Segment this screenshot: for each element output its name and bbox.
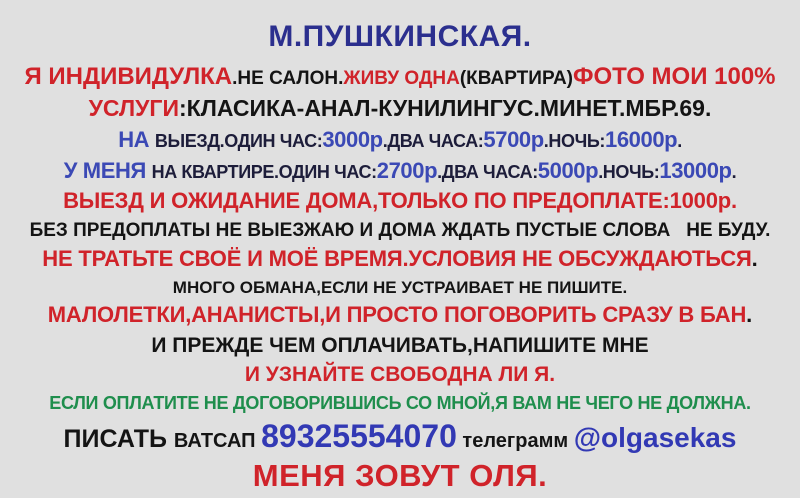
individual-text: Я ИНДИВИДУЛКА: [24, 62, 233, 90]
incall-price-two-hours: 5000р: [537, 157, 599, 183]
services-list: :КЛАСИКА-АНАЛ-КУНИЛИНГУС.МИНЕТ.МБР.69.: [179, 95, 712, 122]
outcall-label-two-hours: .ДВА ЧАСА:: [382, 131, 484, 152]
time-warning-line: [0, 247, 800, 272]
outcall-price-night: 16000р: [604, 127, 678, 153]
write-label: ПИСАТЬ: [63, 424, 174, 453]
ban-text: МАЛОЛЕТКИ,АНАНИСТЫ,И ПРОСТО ПОГОВОРИТЬ СРАЗУ В БАН: [47, 302, 747, 328]
ban-line: [0, 303, 800, 328]
ban-period: .: [746, 302, 753, 328]
phone-number: 89325554070: [261, 417, 457, 454]
outcall-lead: НА: [118, 127, 155, 153]
outcall-tail: .: [677, 131, 682, 152]
intro-line: [0, 64, 800, 91]
telegram-handle: @olgasekas: [573, 421, 737, 453]
time-warning-period: .: [751, 246, 758, 272]
incall-tail: .: [731, 161, 737, 182]
station-title: М.ПУШКИНСКАЯ.: [268, 20, 532, 53]
no-prepay-line: БЕЗ ПРЕДОПЛАТЫ НЕ ВЫЕЗЖАЮ И ДОМА ЖДАТЬ ПУСТЫЕ СЛОВА НЕ БУДУ.: [29, 220, 771, 242]
services-line: [0, 96, 800, 122]
incall-label-hour: НА КВАРТИРЕ.ОДИН ЧАС:: [151, 161, 377, 182]
prepay-line: ВЫЕЗД И ОЖИДАНИЕ ДОМА,ТОЛЬКО ПО ПРЕДОПЛАТЕ:1000р.: [63, 188, 737, 214]
outcall-prices-line: [0, 128, 800, 153]
time-warning-text: НЕ ТРАТЬТЕ СВОЁ И МОЁ ВРЕМЯ.УСЛОВИЯ НЕ ОБСУЖДАЮТЬСЯ: [42, 246, 752, 272]
live-alone-text: ЖИВУ ОДНА: [343, 67, 460, 89]
incall-label-two-hours: .ДВА ЧАСА:: [437, 161, 538, 182]
outcall-label-hour: ВЫЕЗД.ОДИН ЧАС:: [154, 131, 323, 152]
contact-line: [0, 419, 800, 455]
photos-text: ФОТО МОИ 100%: [573, 62, 776, 90]
outcall-label-night: .НОЧЬ:: [543, 131, 605, 152]
whatsapp-label: ВАТСАП: [173, 429, 262, 452]
outcall-price-hour: 3000р: [322, 127, 383, 153]
incall-label-night: .НОЧЬ:: [598, 161, 660, 182]
incall-price-night: 13000р: [659, 157, 732, 183]
telegram-label: телеграмм: [456, 429, 574, 452]
before-pay-line: И ПРЕЖДЕ ЧЕМ ОПЛАЧИВАТЬ,НАПИШИТЕ МНЕ: [151, 333, 649, 357]
payment-warning-line: ЕСЛИ ОПЛАТИТЕ НЕ ДОГОВОРИВШИСЬ СО МНОЙ,Я ВАМ НЕ ЧЕГО НЕ ДОЛЖНА.: [49, 392, 751, 413]
scam-warning-line: МНОГО ОБМАНА,ЕСЛИ НЕ УСТРАИВАЕТ НЕ ПИШИТЕ.: [172, 277, 628, 297]
incall-price-hour: 2700р: [376, 157, 438, 183]
outcall-price-two-hours: 5700р: [483, 127, 544, 153]
apartment-text: (КВАРТИРА): [459, 67, 573, 89]
availability-line: И УЗНАЙТЕ СВОБОДНА ЛИ Я.: [244, 363, 556, 387]
incall-lead: У МЕНЯ: [63, 157, 152, 183]
name-line: МЕНЯ ЗОВУТ ОЛЯ.: [252, 457, 548, 493]
not-salon-text: .НЕ САЛОН.: [232, 67, 344, 89]
services-label: УСЛУГИ: [88, 95, 179, 122]
incall-prices-line: [0, 159, 800, 184]
